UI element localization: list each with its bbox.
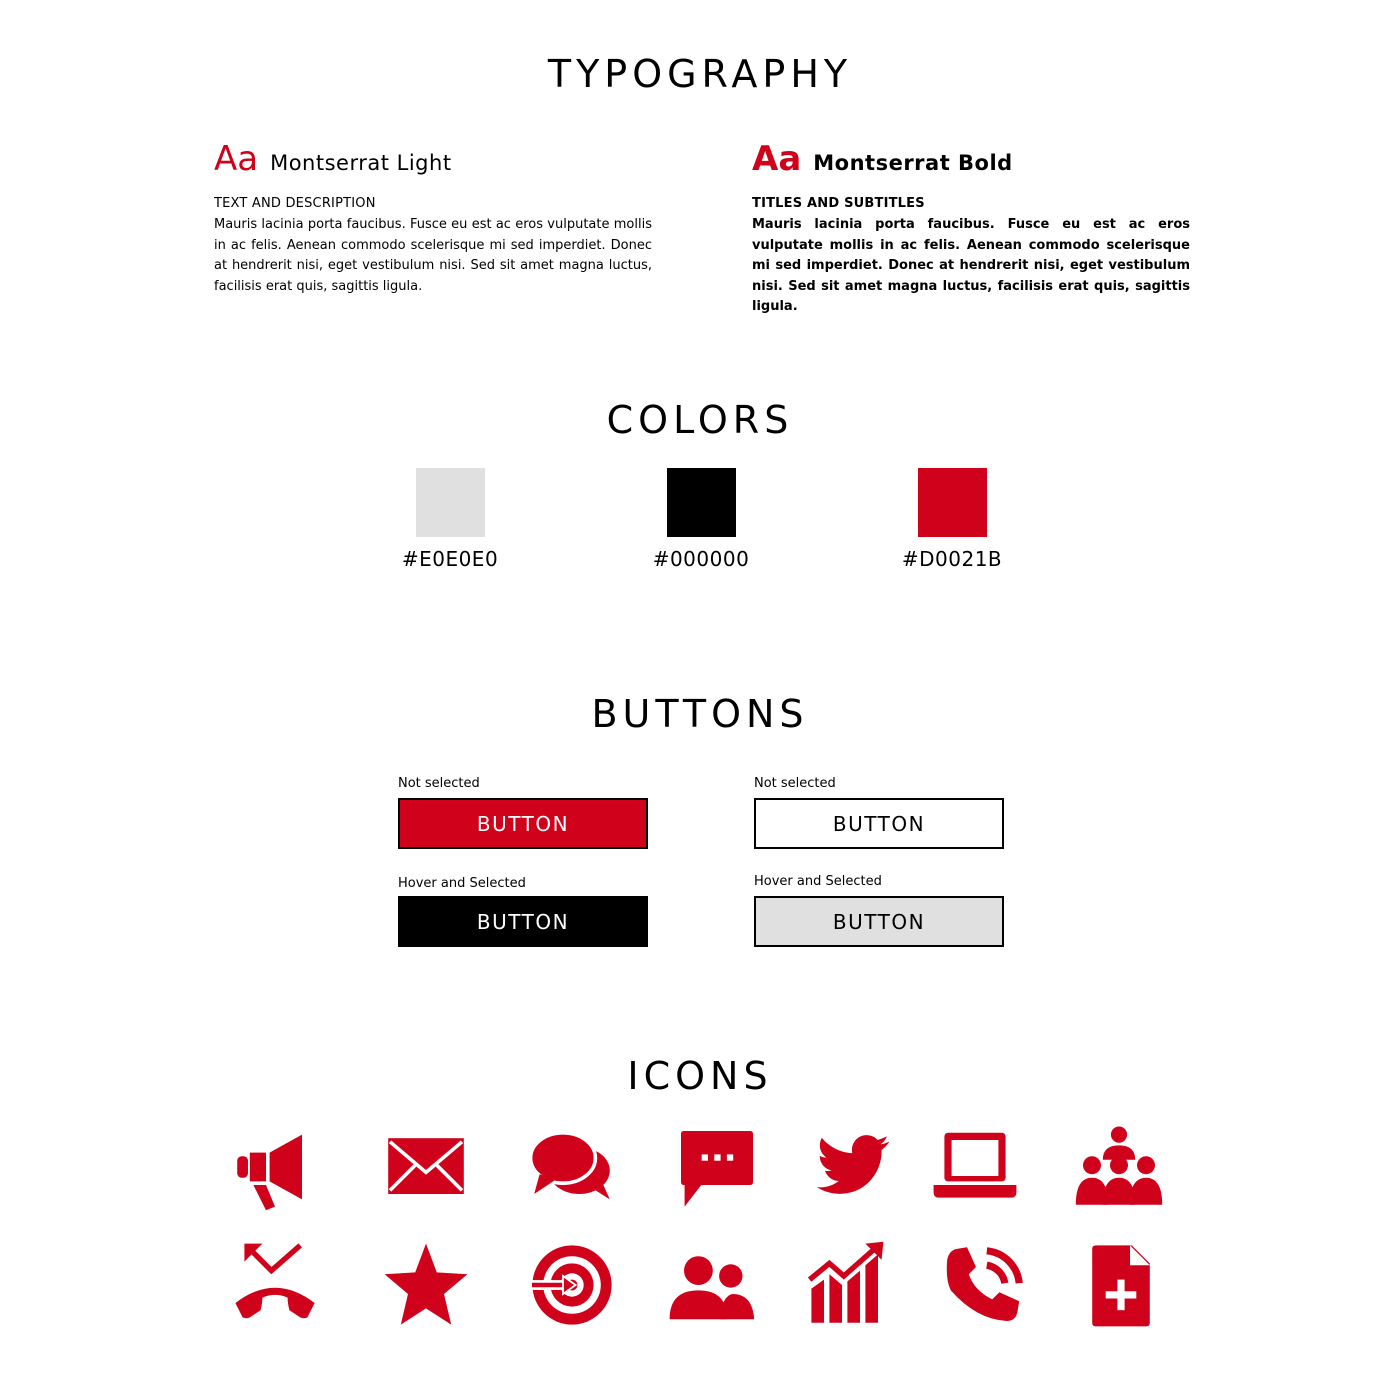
font-sample-bold: Aa (752, 139, 802, 179)
swatch-square (667, 468, 736, 537)
swatch-label: #D0021B (901, 547, 1003, 571)
group-meeting-icon (1074, 1122, 1164, 1212)
swatch-label: #000000 (652, 547, 750, 571)
swatch-square (416, 468, 485, 537)
font-body-light: Mauris lacinia porta faucibus. Fusce eu est ac eros vulputate mollis in ac felis. Aenean commodo scelerisque mi sed imperdiet. Donec at hendrerit nisi, eget vestibulum nisi. Sed sit amet magna luctus, facilisis erat quis, sagittis ligula. (214, 217, 652, 294)
users-icon (666, 1240, 756, 1330)
button-secondary-not-selected-group (754, 776, 1004, 849)
font-subtitle-bold: TITLES AND SUBTITLES (752, 196, 925, 211)
megaphone-icon (230, 1122, 320, 1212)
font-sample-light: Aa (214, 139, 259, 179)
font-name-light: Montserrat Light (270, 151, 452, 175)
button-primary-hover-group (398, 876, 648, 947)
font-subtitle-light: TEXT AND DESCRIPTION (214, 196, 376, 211)
colors-title: COLORS (606, 398, 794, 442)
secondary-button-hover[interactable]: BUTTON (754, 896, 1004, 947)
chat-bubbles-icon (527, 1122, 617, 1212)
missed-call-icon (230, 1240, 320, 1330)
typography-light-block (214, 139, 652, 297)
icons-title: ICONS (627, 1054, 773, 1098)
button-caption: Hover and Selected (398, 876, 526, 891)
swatch-label: #E0E0E0 (401, 547, 499, 571)
color-swatch-black (621, 468, 781, 571)
message-dots-icon (672, 1122, 762, 1212)
phone-call-icon (940, 1240, 1030, 1330)
color-swatch-light-grey (370, 468, 530, 571)
growth-chart-icon (806, 1240, 896, 1330)
twitter-icon (806, 1122, 896, 1212)
font-body-bold: Mauris lacinia porta faucibus. Fusce eu est ac eros vulputate mollis in ac felis. Aenean commodo scelerisque mi sed imperdiet. Donec at hendrerit nisi, eget vestibulum nisi. Sed sit amet magna luctus, facilisis erat quis, sagittis ligula. (752, 217, 1190, 314)
envelope-icon (381, 1122, 471, 1212)
star-icon (381, 1240, 471, 1330)
primary-button[interactable]: BUTTON (398, 798, 648, 849)
button-caption: Not selected (398, 776, 480, 791)
swatch-square (918, 468, 987, 537)
font-name-bold: Montserrat Bold (813, 151, 1013, 175)
target-icon (527, 1240, 617, 1330)
button-primary-not-selected-group (398, 776, 648, 849)
typography-title: TYPOGRAPHY (547, 52, 853, 96)
button-caption: Not selected (754, 776, 836, 791)
button-caption: Hover and Selected (754, 874, 882, 889)
buttons-title: BUTTONS (591, 692, 809, 736)
color-swatch-red (872, 468, 1032, 571)
secondary-button[interactable]: BUTTON (754, 798, 1004, 849)
button-secondary-hover-group (754, 874, 1004, 947)
laptop-icon (930, 1122, 1020, 1212)
typography-bold-block (752, 139, 1190, 318)
add-file-icon (1076, 1240, 1166, 1330)
primary-button-hover[interactable]: BUTTON (398, 896, 648, 947)
